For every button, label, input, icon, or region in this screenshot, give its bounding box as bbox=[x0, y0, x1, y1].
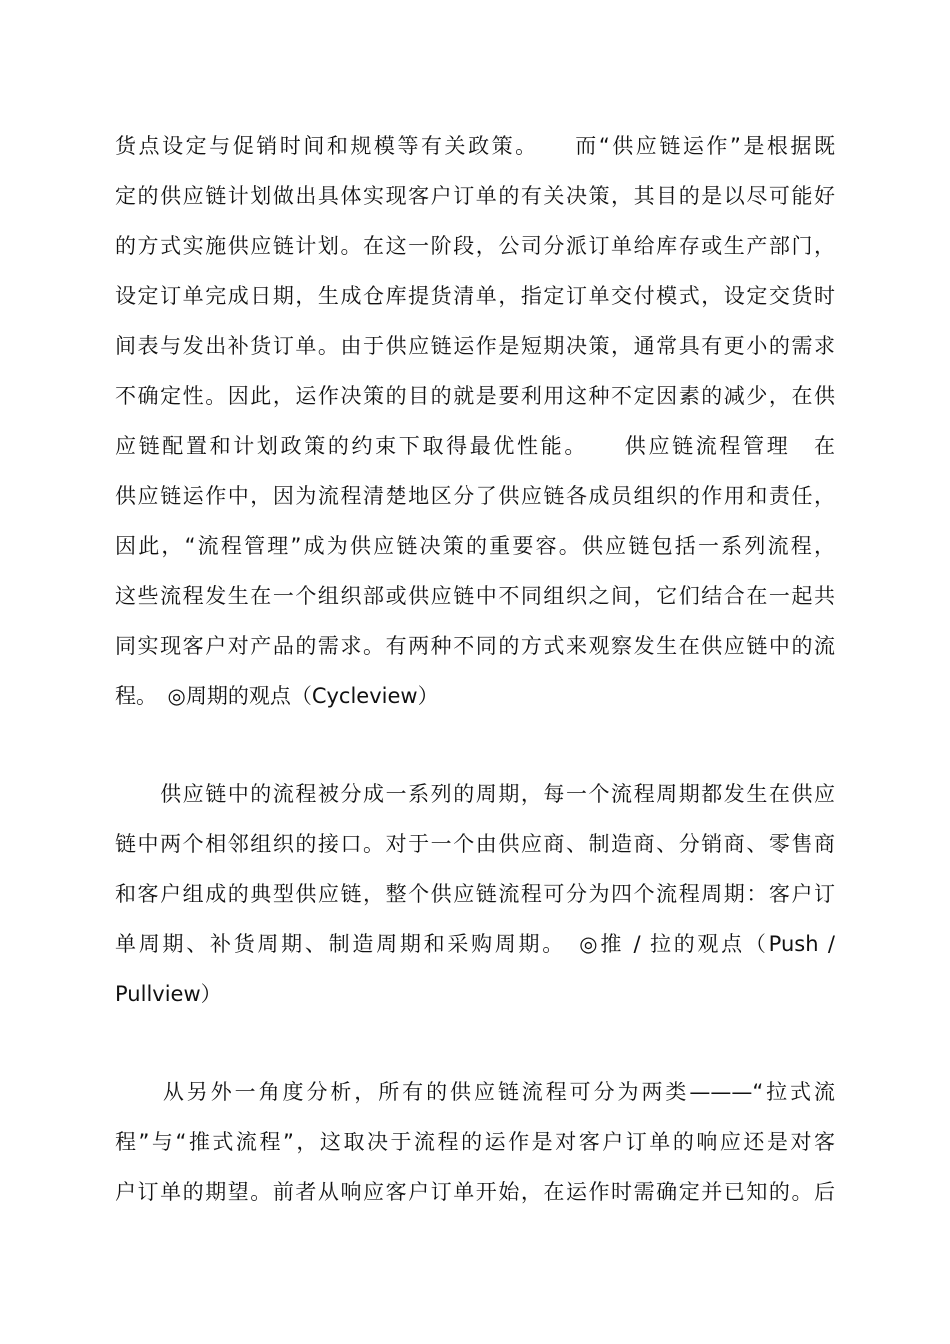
paragraph-line: 供应链运作中，因为流程清楚地区分了供应链各成员组织的作用和责任， bbox=[115, 484, 835, 508]
paragraph-line: 应链配置和计划政策的约束下取得最优性能。 供应链流程管理 在 bbox=[115, 434, 835, 458]
paragraph-line: 定的供应链计划做出具体实现客户订单的有关决策，其目的是以尽可能好 bbox=[115, 184, 835, 208]
paragraph-line: 和客户组成的典型供应链，整个供应链流程可分为四个流程周期：客户订 bbox=[115, 882, 835, 906]
paragraph-line: 供应链中的流程被分成一系列的周期，每一个流程周期都发生在供应 bbox=[115, 782, 835, 806]
paragraph-line: 同实现客户对产品的需求。有两种不同的方式来观察发生在供应链中的流 bbox=[115, 634, 835, 658]
paragraph-line: 这些流程发生在一个组织部或供应链中不同组织之间，它们结合在一起共 bbox=[115, 584, 835, 608]
paragraph-line: 户订单的期望。前者从响应客户订单开始，在运作时需确定并已知的。后 bbox=[115, 1180, 835, 1204]
paragraph-line: 链中两个相邻组织的接口。对于一个由供应商、制造商、分销商、零售商 bbox=[115, 832, 835, 856]
paragraph-line: 单周期、补货周期、制造周期和采购周期。 ◎推 / 拉的观点（Push / bbox=[115, 932, 835, 956]
paragraph-line: 因此，“流程管理”成为供应链决策的重要容。供应链包括一系列流程， bbox=[115, 534, 835, 558]
paragraph-line: 设定订单完成日期，生成仓库提货清单，指定订单交付模式，设定交货时 bbox=[115, 284, 835, 308]
paragraph-line: 不确定性。因此，运作决策的目的就是要利用这种不定因素的减少，在供 bbox=[115, 384, 835, 408]
paragraph-line: 货点设定与促销时间和规模等有关政策。 而“供应链运作”是根据既 bbox=[115, 134, 835, 158]
paragraph-1 bbox=[115, 121, 835, 721]
paragraph-line: 程”与“推式流程”，这取决于流程的运作是对客户订单的响应还是对客 bbox=[115, 1130, 835, 1154]
paragraph-line: 的方式实施供应链计划。在这一阶段，公司分派订单给库存或生产部门， bbox=[115, 234, 835, 258]
paragraph-line-last: 程。 ◎周期的观点（Cycleview） bbox=[115, 684, 439, 708]
paragraph-3 bbox=[115, 1067, 835, 1217]
paragraph-line: 间表与发出补货订单。由于供应链运作是短期决策，通常具有更小的需求 bbox=[115, 334, 835, 358]
paragraph-line: 从另外一角度分析，所有的供应链流程可分为两类———“拉式流 bbox=[115, 1080, 835, 1104]
paragraph-2 bbox=[115, 769, 835, 1019]
paragraph-line-last: Pullview） bbox=[115, 982, 222, 1006]
